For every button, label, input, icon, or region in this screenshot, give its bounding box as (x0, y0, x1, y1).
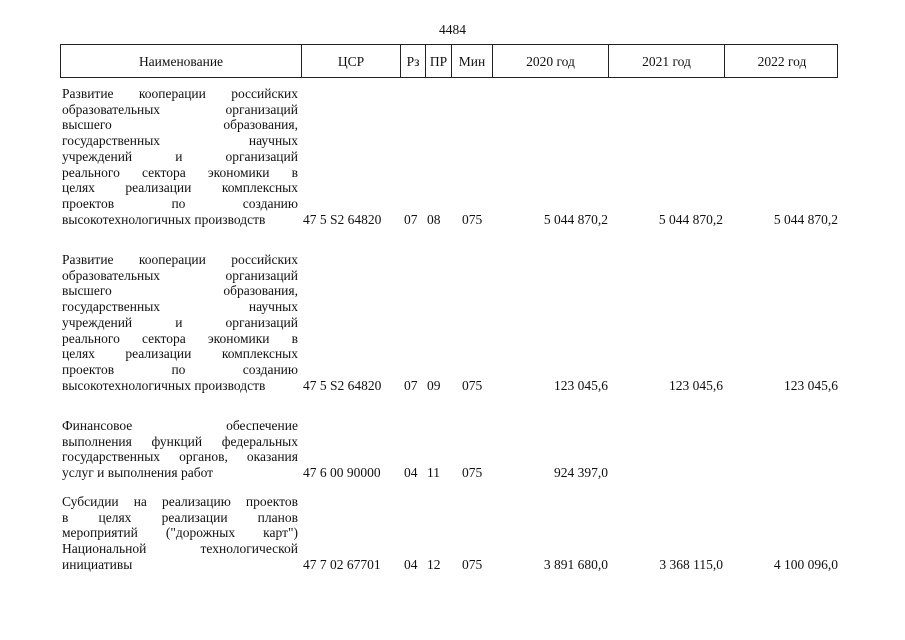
row-pr: 08 (427, 211, 441, 227)
row-name-line: Национальной технологической (62, 541, 298, 557)
row-rz: 07 (404, 211, 418, 227)
row-name-line: выполнения функций федеральных (62, 433, 298, 449)
row-name-line: услуг и выполнения работ (62, 465, 214, 481)
row-name (62, 418, 298, 481)
row-name (62, 86, 298, 227)
row-name-line: высшего образования, (62, 117, 298, 133)
row-min: 075 (462, 556, 483, 572)
header-rz: Рз (400, 45, 425, 77)
header-pr: ПР (425, 45, 451, 77)
page-number: 4484 (439, 22, 466, 37)
header-2021: 2021 год (608, 45, 724, 77)
row-csr: 47 7 02 67701 (303, 556, 381, 572)
row-name-line: целях реализации комплексных (62, 346, 298, 362)
row-name-line: государственных научных (62, 299, 298, 315)
row-min: 075 (462, 465, 483, 481)
row-name-line: Развитие кооперации российских (62, 86, 298, 101)
header-csr: ЦСР (301, 45, 400, 77)
row-csr: 47 5 S2 64820 (303, 377, 382, 393)
row-name-line: целях реализации комплексных (62, 180, 298, 196)
row-name (62, 494, 298, 573)
header-min: Мин (451, 45, 492, 77)
row-name-line: в целях реализации планов (62, 509, 298, 525)
row-name-line: мероприятий ("дорожных карт") (62, 525, 298, 541)
row-name-line: высокотехнологичных производств (62, 377, 266, 393)
row-value-2021: 5 044 870,2 (658, 211, 723, 227)
row-pr: 09 (427, 377, 441, 393)
row-name-line: учреждений и организаций (62, 148, 298, 164)
header-2020: 2020 год (492, 45, 608, 77)
row-value-2020: 5 044 870,2 (543, 211, 608, 227)
row-value-2022: 4 100 096,0 (773, 556, 838, 572)
row-value-2021: 3 368 115,0 (659, 556, 723, 572)
row-value-2020: 3 891 680,0 (543, 556, 608, 572)
row-name-line: проектов по созданию (62, 195, 298, 211)
header-2022: 2022 год (724, 45, 839, 77)
row-min: 075 (462, 211, 483, 227)
row-name-line: Субсидии на реализацию проектов (62, 494, 298, 509)
row-name (62, 252, 298, 393)
row-name-line: проектов по созданию (62, 361, 298, 377)
row-name-line: образовательных организаций (62, 267, 298, 283)
row-pr: 12 (427, 556, 441, 572)
row-csr: 47 6 00 90000 (303, 465, 381, 481)
row-name-line: реального сектора экономики в (62, 164, 298, 180)
row-name-line: высшего образования, (62, 283, 298, 299)
row-name-line: реального сектора экономики в (62, 330, 298, 346)
row-name-line: образовательных организаций (62, 101, 298, 117)
row-rz: 04 (404, 556, 418, 572)
row-value-2022: 5 044 870,2 (773, 211, 838, 227)
row-name-line: Финансовое обеспечение (62, 418, 298, 433)
row-value-2020: 123 045,6 (554, 377, 608, 393)
row-value-2022: 123 045,6 (784, 377, 838, 393)
row-name-line: учреждений и организаций (62, 314, 298, 330)
table-header (60, 44, 838, 78)
row-name-line: высокотехнологичных производств (62, 211, 266, 227)
row-rz: 07 (404, 377, 418, 393)
row-name-line: Развитие кооперации российских (62, 252, 298, 267)
row-min: 075 (462, 377, 483, 393)
row-value-2021: 123 045,6 (669, 377, 723, 393)
row-pr: 11 (427, 465, 440, 481)
row-name-line: инициативы (62, 556, 133, 572)
row-rz: 04 (404, 465, 418, 481)
row-name-line: государственных органов, оказания (62, 449, 298, 465)
header-name: Наименование (138, 54, 224, 69)
row-csr: 47 5 S2 64820 (303, 211, 382, 227)
row-value-2020: 924 397,0 (554, 465, 608, 481)
row-name-line: государственных научных (62, 133, 298, 149)
